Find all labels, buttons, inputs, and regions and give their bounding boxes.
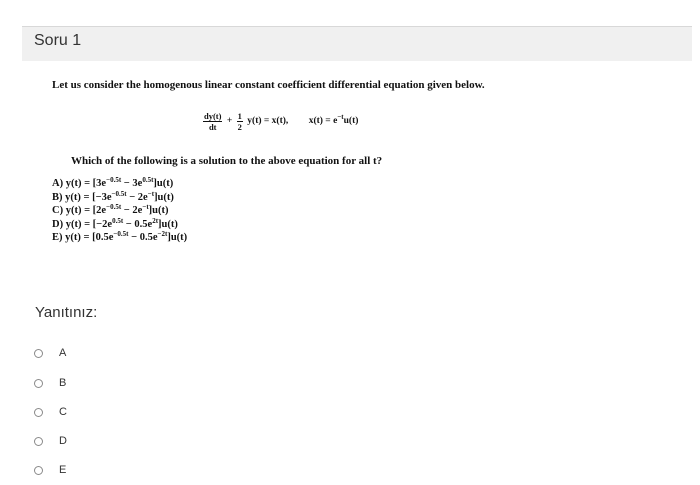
radio-icon[interactable] bbox=[34, 349, 43, 358]
option-e-exponent-1: −0.5t bbox=[113, 230, 129, 238]
option-b-text bbox=[52, 191, 187, 205]
answer-choice-d[interactable] bbox=[34, 434, 67, 448]
question-prompt: Which of the following is a solution to the above equation for all t? bbox=[71, 155, 383, 167]
option-c-prefix: C) y(t) = [2e bbox=[52, 205, 107, 216]
option-e-exponent-2: −2t bbox=[157, 230, 168, 238]
option-b-exponent-2: −t bbox=[147, 189, 155, 198]
option-a-prefix: A) y(t) = [3e bbox=[52, 178, 107, 189]
derivative-denominator: dt bbox=[208, 121, 217, 132]
option-d-exponent-2: 2t bbox=[152, 216, 159, 225]
input-definition bbox=[308, 112, 359, 127]
option-e-mid: − 0.5e bbox=[128, 232, 158, 243]
choice-label-c: C bbox=[59, 406, 67, 418]
choice-label-a: A bbox=[59, 347, 67, 359]
input-definition-base: x(t) = e bbox=[308, 115, 338, 126]
choice-label-b: B bbox=[59, 377, 67, 389]
answer-choice-c[interactable] bbox=[34, 405, 67, 419]
option-d-suffix: ]u(t) bbox=[158, 218, 178, 230]
answer-choice-a[interactable] bbox=[34, 346, 66, 360]
half-numerator: 1 bbox=[237, 111, 242, 121]
radio-icon[interactable] bbox=[34, 379, 43, 388]
question-header bbox=[22, 26, 692, 61]
option-d-mid: − 0.5e bbox=[123, 218, 153, 230]
question-intro: Let us consider the homogenous linear constant coefficient differential equation given below. bbox=[52, 79, 485, 91]
plus-sign: + bbox=[226, 115, 233, 126]
option-e-text bbox=[52, 231, 187, 245]
equation-rest: y(t) = x(t), bbox=[247, 115, 289, 126]
half-denominator: 2 bbox=[237, 121, 242, 132]
option-c-suffix: ]u(t) bbox=[148, 205, 169, 216]
choice-label-e: E bbox=[59, 464, 67, 476]
option-e-suffix: ]u(t) bbox=[167, 232, 188, 243]
option-c-exponent-1: −0.5t bbox=[106, 203, 122, 211]
derivative-numerator: dy(t) bbox=[204, 111, 222, 121]
option-e-prefix: E) y(t) = [0.5e bbox=[52, 232, 114, 243]
option-a-mid: − 3e bbox=[121, 178, 143, 189]
option-list bbox=[52, 177, 187, 245]
radio-icon[interactable] bbox=[34, 466, 43, 475]
answer-choice-b[interactable] bbox=[34, 376, 66, 390]
option-d-prefix: D) y(t) = [−2e bbox=[52, 218, 113, 230]
input-definition-tail: u(t) bbox=[343, 115, 359, 126]
option-a-exponent-2: 0.5t bbox=[142, 176, 154, 184]
option-b-suffix: ]u(t) bbox=[154, 191, 174, 203]
option-b-exponent-1: −0.5t bbox=[111, 189, 127, 198]
radio-icon[interactable] bbox=[34, 408, 43, 417]
derivative-fraction bbox=[203, 112, 222, 131]
half-fraction bbox=[237, 112, 243, 131]
option-d-text bbox=[52, 218, 187, 232]
choice-label-d: D bbox=[59, 435, 67, 447]
option-a-suffix: ]u(t) bbox=[153, 178, 174, 189]
option-b-mid: − 2e bbox=[126, 191, 148, 203]
option-d-exponent-1: 0.5t bbox=[112, 216, 124, 225]
radio-icon[interactable] bbox=[34, 437, 43, 446]
answer-label: Yanıtınız: bbox=[35, 304, 98, 321]
differential-equation bbox=[201, 112, 358, 131]
option-b-prefix: B) y(t) = [−3e bbox=[52, 191, 112, 203]
option-c-mid: − 2e bbox=[121, 205, 143, 216]
option-a-text bbox=[52, 177, 187, 191]
option-a-exponent-1: −0.5t bbox=[106, 176, 122, 184]
input-definition-exponent: −t bbox=[337, 112, 344, 121]
answer-choice-e[interactable] bbox=[34, 463, 66, 477]
option-c-text bbox=[52, 204, 187, 218]
question-title: Soru 1 bbox=[34, 32, 82, 49]
option-c-exponent-2: −t bbox=[142, 203, 149, 211]
